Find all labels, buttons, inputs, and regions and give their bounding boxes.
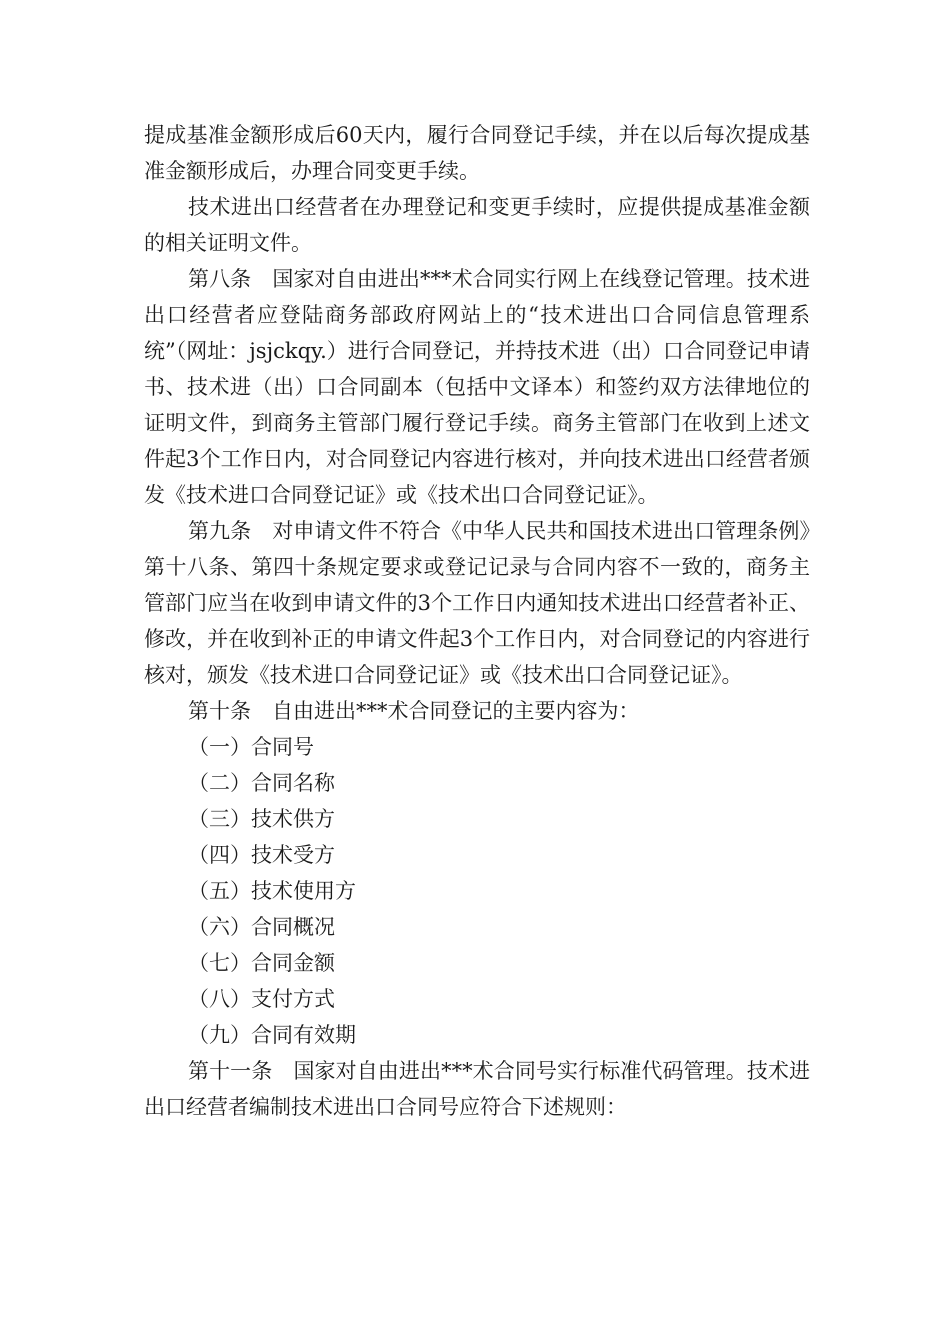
paragraph-royalty-proof: 技术进出口经营者在办理登记和变更手续时，应提供提成基准金额的相关证明文件。	[144, 195, 810, 255]
list-item-technology-supplier: （三）技术供方	[188, 807, 335, 831]
list-item-technology-user: （五）技术使用方	[188, 879, 356, 903]
list-item-contract-name: （二）合同名称	[188, 771, 335, 795]
list-item-technology-recipient: （四）技术受方	[188, 843, 335, 867]
list-item-contract-number: （一）合同号	[188, 735, 314, 759]
list-item-contract-amount: （七）合同金额	[188, 951, 335, 975]
article-10: 第十条 自由进出***术合同登记的主要内容为：	[188, 699, 640, 723]
list-item-payment-method: （八）支付方式	[188, 987, 335, 1011]
article-9: 第九条 对申请文件不符合《中华人民共和国技术进出口管理条例》第十八条、第四十条规定要求或登记记录与合同内容不一致的，商务主管部门应当在收到申请文件的3个工作日内通知技术进出口经营者补正、修改，并在收到补正的申请文件起3个工作日内，对合同登记的内容进行核对，颁发《技术进口合同登记证》或《技术出口合同登记证》。	[144, 519, 810, 687]
paragraph-royalty-deadline: 提成基准金额形成后60天内，履行合同登记手续，并在以后每次提成基准金额形成后，办理合同变更手续。	[144, 123, 810, 183]
article-11: 第十一条 国家对自由进出***术合同号实行标准代码管理。技术进出口经营者编制技术进出口合同号应符合下述规则：	[144, 1059, 810, 1119]
article-8: 第八条 国家对自由进出***术合同实行网上在线登记管理。技术进出口经营者应登陆商务部政府网站上的“技术进出口合同信息管理系统”（网址：jsjckqy.）进行合同登记，并持技术进（出）口合同登记申请书、技术进（出）口合同副本（包括中文译本）和签约双方法律地位的证明文件，到商务主管部门履行登记手续。商务主管部门在收到上述文件起3个工作日内，对合同登记内容进行核对，并向技术进出口经营者颁发《技术进口合同登记证》或《技术出口合同登记证》。	[144, 267, 810, 507]
list-item-validity-period: （九）合同有效期	[188, 1023, 356, 1047]
list-item-contract-overview: （六）合同概况	[188, 915, 335, 939]
document-body	[144, 117, 810, 1125]
